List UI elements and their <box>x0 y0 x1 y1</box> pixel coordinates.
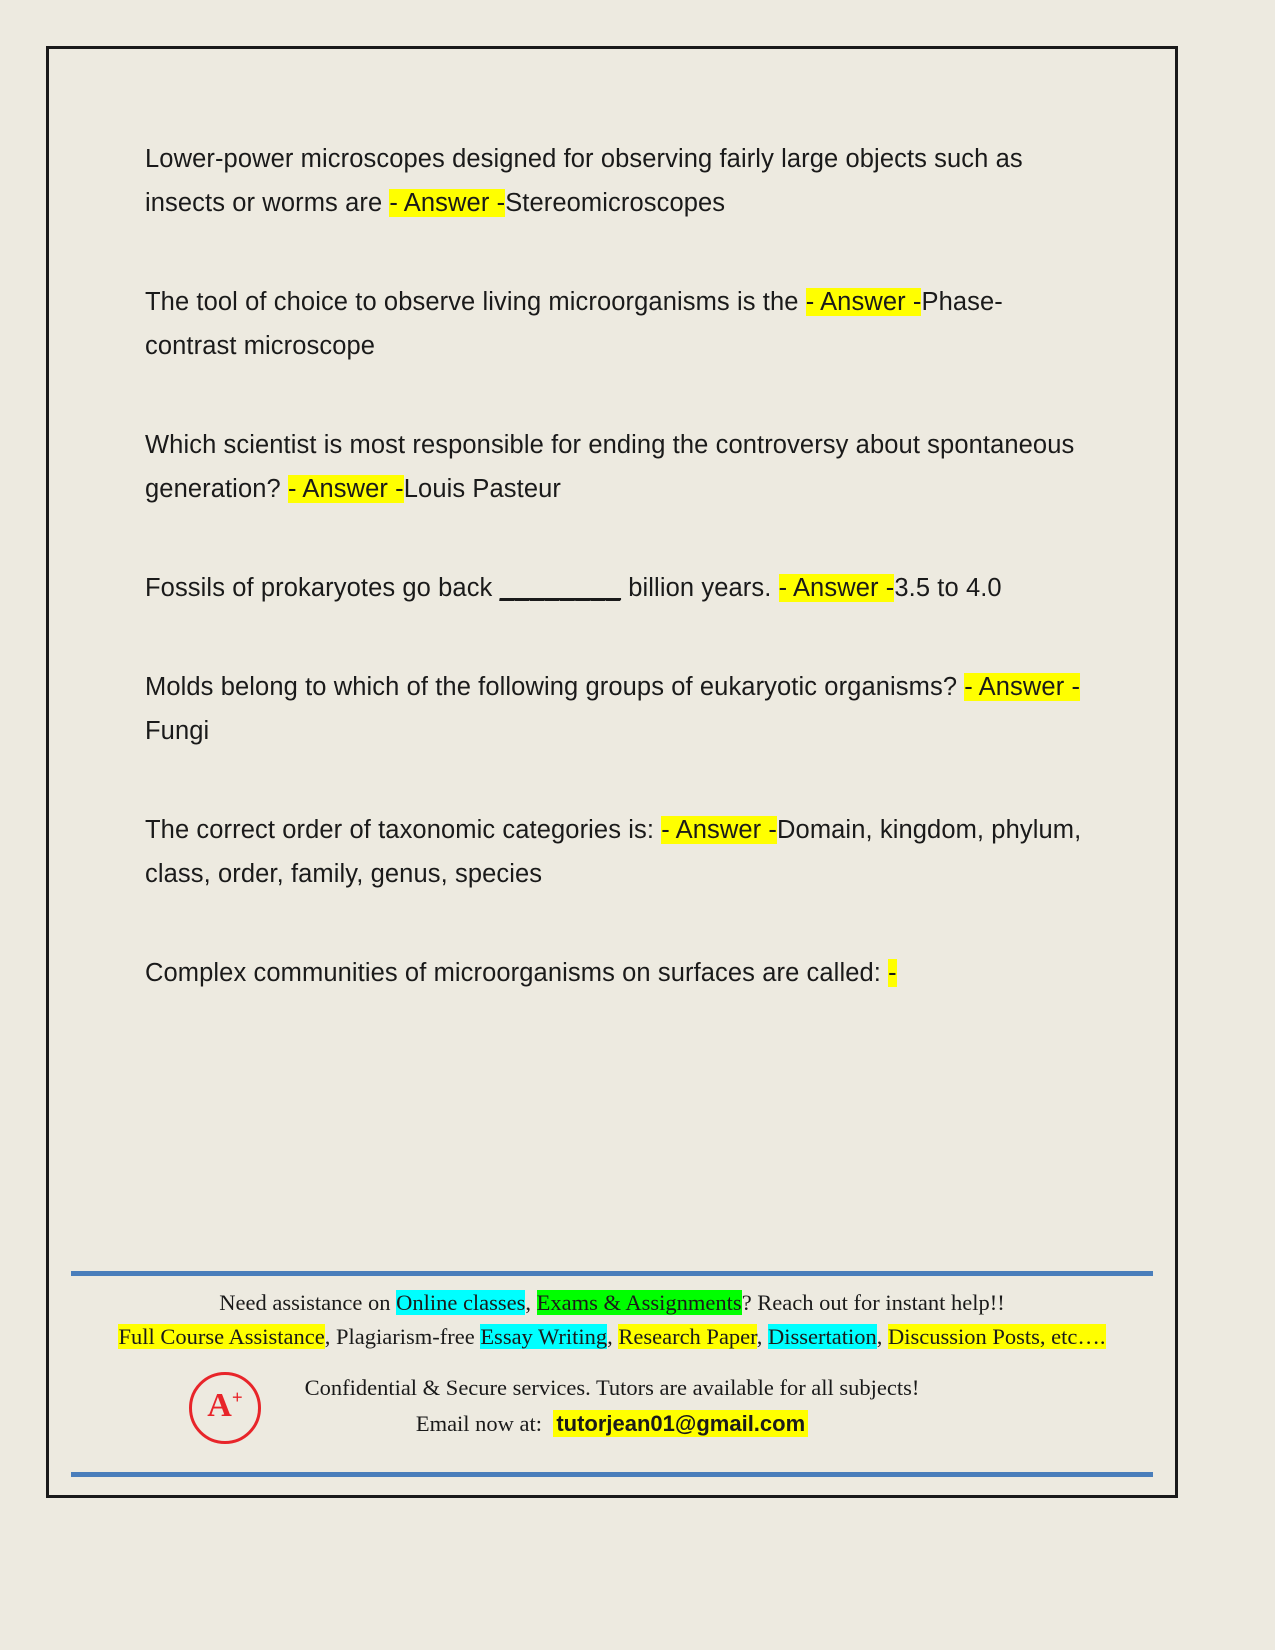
answer-text: Louis Pasteur <box>403 475 561 503</box>
question-text: Fossils of prokaryotes go back <box>145 574 500 602</box>
email-label: Email now at: <box>415 1411 543 1436</box>
qa-item <box>145 280 1085 368</box>
answer-marker: - Answer - <box>805 288 922 316</box>
footer-lower <box>71 1370 1153 1454</box>
qa-item <box>145 137 1085 225</box>
answer-text: 3.5 to 4.0 <box>894 574 1002 602</box>
fill-in-blank: ________ <box>499 574 622 602</box>
footer-line-3: Confidential & Secure services. Tutors are available for all subjects! <box>304 1375 920 1400</box>
question-text: Which scientist is most responsible for ending the controversy about spontaneous generation? <box>145 431 1075 503</box>
email-address[interactable]: tutorjean01@gmail.com <box>553 1410 808 1437</box>
answer-marker: - Answer - <box>389 189 506 217</box>
footer-content <box>71 1276 1153 1466</box>
footer-line-1 <box>71 1286 1153 1320</box>
question-text-cont: billion years. <box>621 574 779 602</box>
qa-item <box>145 808 1085 896</box>
qa-item <box>145 566 1085 610</box>
footer-text: , <box>756 1324 769 1349</box>
a-plus-grade-icon <box>189 1372 261 1444</box>
question-text: Molds belong to which of the following groups of eukaryotic organisms? <box>145 673 965 701</box>
footer-text: Need assistance on <box>219 1290 397 1315</box>
qa-item <box>145 665 1085 753</box>
footer-highlight-research-paper: Research Paper <box>618 1324 757 1349</box>
answer-text: Phase-contrast microscope <box>145 288 1003 360</box>
answer-text: Stereomicroscopes <box>505 189 726 217</box>
answer-marker: - <box>888 959 897 987</box>
qa-list <box>145 137 1085 995</box>
promo-footer <box>71 1271 1153 1477</box>
footer-highlight-exams-assignments: Exams & Assignments <box>536 1290 742 1315</box>
answer-marker: - Answer - <box>778 574 895 602</box>
qa-item <box>145 951 1085 995</box>
footer-divider-bottom <box>71 1472 1153 1477</box>
footer-text: , <box>607 1324 619 1349</box>
question-text: The tool of choice to observe living microorganisms is the <box>145 288 806 316</box>
footer-highlight-full-course: Full Course Assistance <box>118 1324 325 1349</box>
answer-marker: - Answer - <box>661 816 778 844</box>
question-text: Lower-power microscopes designed for observing fairly large objects such as insects or worms are <box>145 145 1023 217</box>
document-page <box>46 46 1178 1498</box>
answer-text: Fungi <box>145 717 210 745</box>
answer-marker: - Answer - <box>964 673 1081 701</box>
question-text: Complex communities of microorganisms on surfaces are called: <box>145 959 889 987</box>
footer-text: , <box>876 1324 888 1349</box>
footer-highlight-dissertation: Dissertation <box>768 1324 877 1349</box>
question-text: The correct order of taxonomic categories is: <box>145 816 662 844</box>
footer-highlight-essay-writing: Essay Writing <box>480 1324 608 1349</box>
footer-text: , <box>525 1290 537 1315</box>
answer-text: Domain, kingdom, phylum, class, order, family, genus, species <box>145 816 1082 888</box>
footer-line-2 <box>71 1320 1153 1354</box>
qa-item <box>145 423 1085 511</box>
footer-highlight-online-classes: Online classes <box>396 1290 526 1315</box>
a-plus-superscript: + <box>231 1387 243 1409</box>
a-plus-letter: A <box>207 1387 232 1424</box>
footer-text: ? Reach out for instant help!! <box>741 1290 1005 1315</box>
answer-marker: - Answer - <box>287 475 404 503</box>
footer-text: , Plagiarism-free <box>324 1324 481 1349</box>
footer-highlight-discussion-posts: Discussion Posts, etc…. <box>888 1324 1106 1349</box>
